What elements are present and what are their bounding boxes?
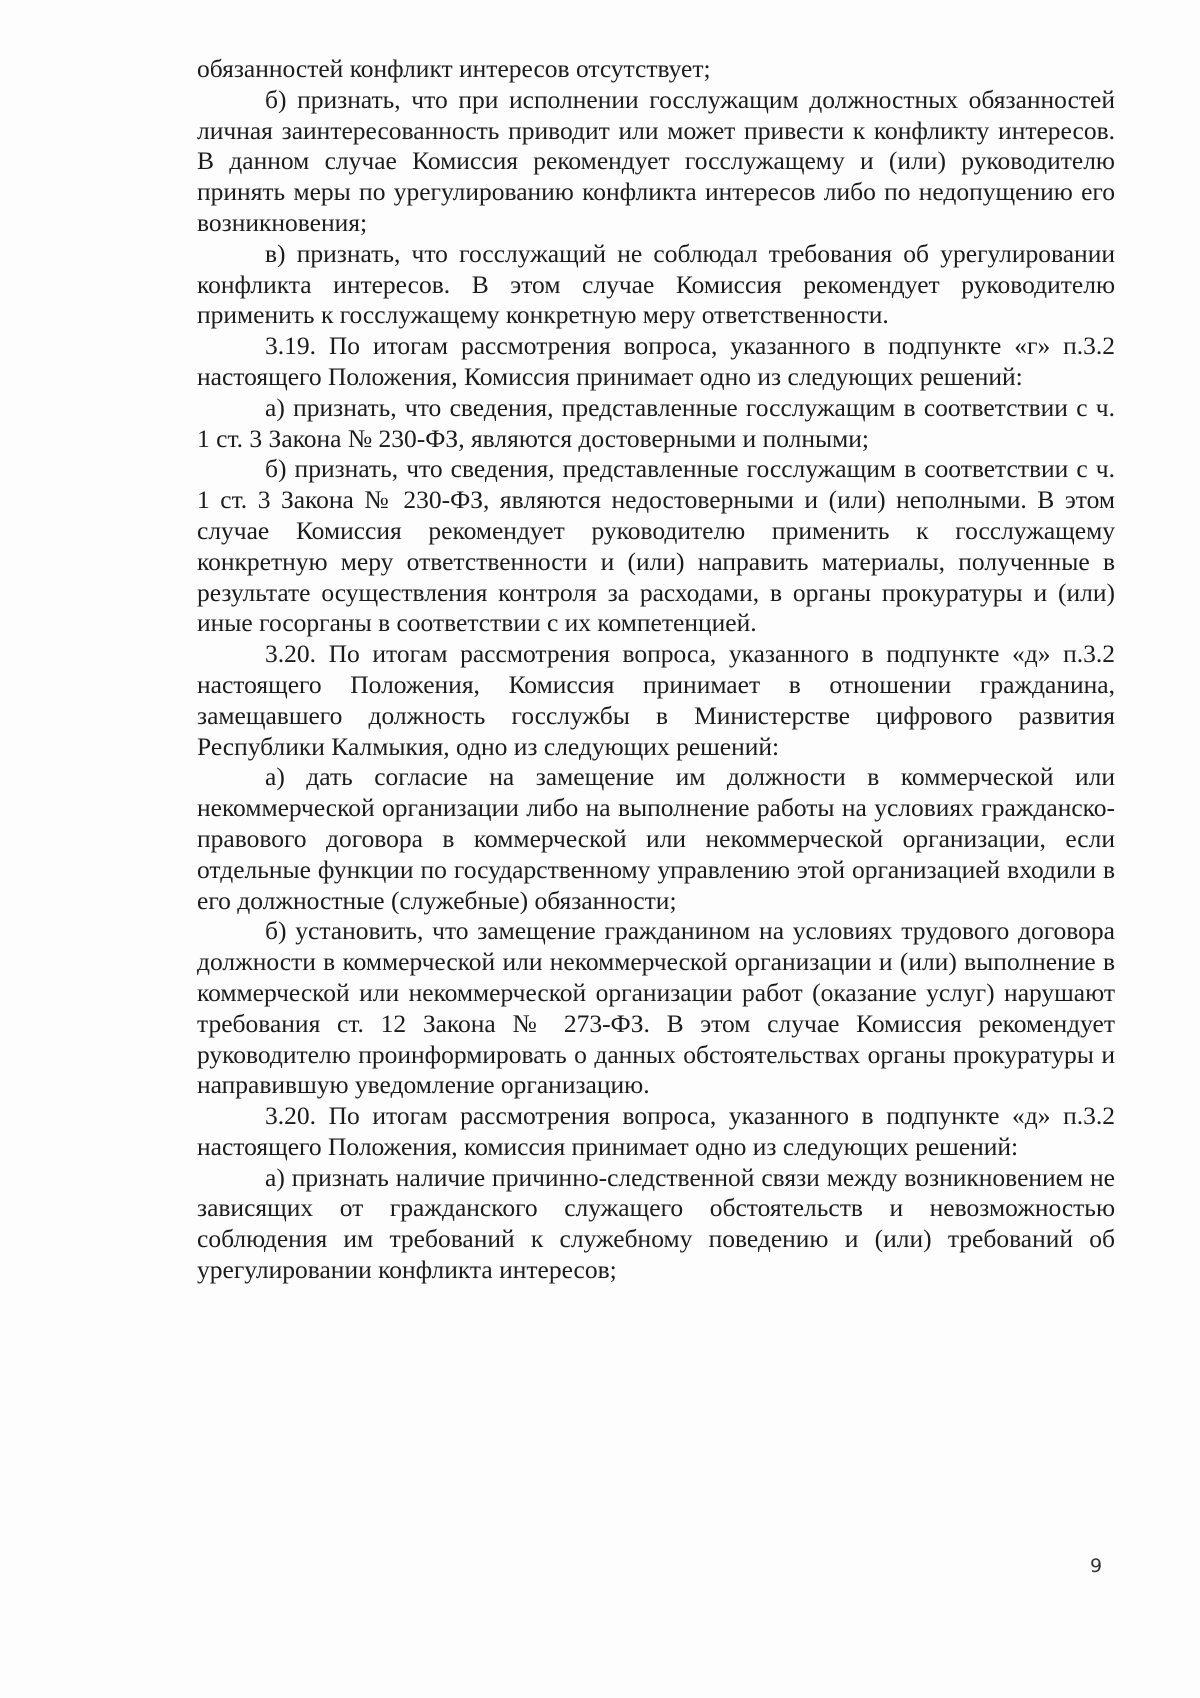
paragraph-3-20-second-item-a: а) признать наличие причинно-следственной связи между возникновением не зависящих от гражданского служащего обстоятельств и невозможностью соблюдения им требований к служебному поведению и (или) требований об урегулировании конфликта интересов; bbox=[197, 1162, 1115, 1285]
page-number: 9 bbox=[1090, 1555, 1103, 1577]
paragraph-3-19-item-b: б) признать, что сведения, представленные госслужащим в соответствии с ч. 1 ст. 3 Закона № 230-ФЗ, являются недостоверными и (или) неполными. В этом случае Комиссия рекомендует руководителю применить к госслужащему конкретную меру ответственности и (или) направить материалы, полученные в результате осуществления контроля за расходами, в органы прокуратуры и (или) иные госорганы в соответствии с их компетенцией. bbox=[197, 454, 1115, 638]
paragraph-continuation: обязанностей конфликт интересов отсутствует; bbox=[197, 54, 711, 83]
paragraph-3-20-first: 3.20. По итогам рассмотрения вопроса, указанного в подпункте «д» п.3.2 настоящего Положения, Комиссия принимает в отношении гражданина, замещавшего должность госслужбы в Министерстве цифрового развития Республики Калмыкия, одно из следующих решений: bbox=[197, 639, 1115, 761]
paragraph-3-20-first-item-b: б) установить, что замещение гражданином на условиях трудового договора должности в коммерческой или некоммерческой организации и (или) выполнение в коммерческой или некоммерческой организации работ (оказание услуг) нарушают требования ст. 12 Закона № 273-ФЗ. В этом случае Комиссия рекомендует руководителю проинформировать о данных обстоятельствах органы прокуратуры и направившую уведомление организацию. bbox=[197, 916, 1115, 1100]
paragraph-3-19: 3.19. По итогам рассмотрения вопроса, указанного в подпункте «г» п.3.2 настоящего Положения, Комиссия принимает одно из следующих решений: bbox=[197, 331, 1115, 391]
paragraph-item-b-conflict: б) признать, что при исполнении госслужащим должностных обязанностей личная заинтересованность приводит или может привести к конфликту интересов. В данном случае Комиссия рекомендует госслужащему и (или) руководителю принять меры по урегулированию конфликта интересов либо по недопущению его возникновения; bbox=[197, 84, 1115, 237]
document-body bbox=[197, 54, 1115, 1286]
paragraph-3-19-item-a: а) признать, что сведения, представленные госслужащим в соответствии с ч. 1 ст. 3 Закона № 230-ФЗ, являются достоверными и полными; bbox=[197, 392, 1115, 453]
paragraph-item-v-responsibility: в) признать, что госслужащий не соблюдал требования об урегулировании конфликта интересов. В этом случае Комиссия рекомендует руководителю применить к госслужащему конкретную меру ответственности. bbox=[197, 238, 1115, 330]
paragraph-3-20-first-item-a: а) дать согласие на замещение им должности в коммерческой или некоммерческой организации либо на выполнение работы на условиях гражданско-правового договора в коммерческой или некоммерческой организации, если отдельные функции по государственному управлению этой организацией входили в его должностные (служебные) обязанности; bbox=[197, 762, 1115, 915]
paragraph-3-20-second: 3.20. По итогам рассмотрения вопроса, указанного в подпункте «д» п.3.2 настоящего Положения, комиссия принимает одно из следующих решений: bbox=[197, 1101, 1115, 1161]
